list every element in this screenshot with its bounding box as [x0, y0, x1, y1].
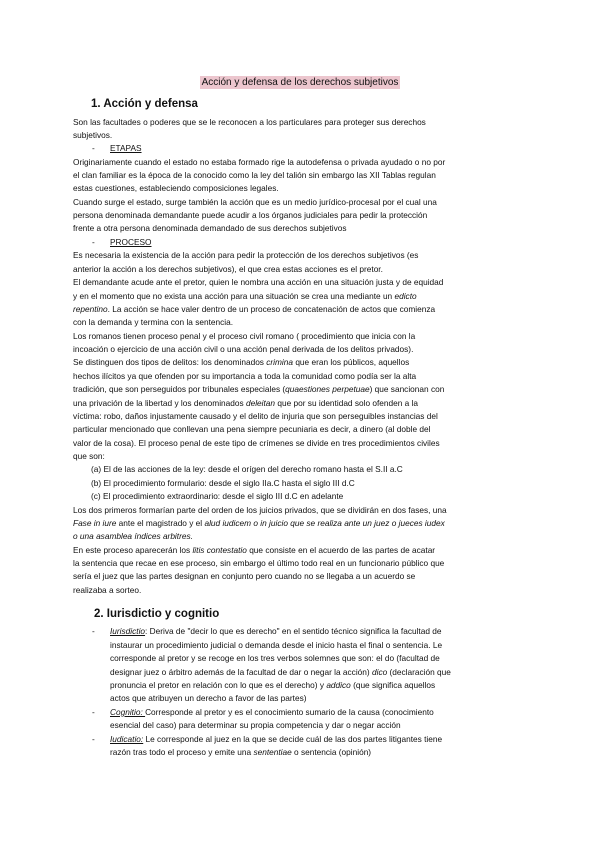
- subheading-proceso: PROCESO: [110, 237, 152, 247]
- paragraph-line: [110, 626, 442, 636]
- paragraph-line: que son:: [73, 451, 105, 461]
- list-item-c: (c) El procedimiento extraordinario: desde el siglo III d.C en adelante: [91, 491, 344, 501]
- bullet-dash: -: [92, 237, 95, 247]
- text: tradición, que son perseguidos por tribunales especiales (: [73, 384, 286, 394]
- paragraph-line: [73, 384, 444, 394]
- text: una privación de la libertad y los denominados: [73, 398, 246, 408]
- paragraph-line: instaurar un procedimiento judicial o demanda desde el inicio hasta el final o sentencia. Le: [110, 640, 443, 650]
- section-2-heading: 2. Iurisdictio y cognitio: [94, 608, 220, 620]
- text: que eran los públicos, aquellos: [293, 357, 410, 367]
- text: Se distinguen dos tipos de delitos: los denominados: [73, 357, 267, 367]
- paragraph-line: Es necesaria la existencia de la acción para pedir la protección de los derechos subjetivos (es: [73, 250, 419, 260]
- paragraph-line: El demandante acude ante el pretor, quien le nombra una acción en una situación justa y de equidad: [73, 277, 444, 287]
- text: : Deriva de "decir lo que es derecho" en el sentido técnico significa la facultad de: [145, 626, 442, 636]
- paragraph-line: subjetivos.: [73, 130, 113, 140]
- text: o sentencia (opinión): [291, 747, 372, 757]
- italic-term: dico: [371, 667, 388, 677]
- paragraph-line: [110, 707, 434, 717]
- subheading-etapas: ETAPAS: [110, 143, 142, 153]
- paragraph-line: hechos ilícitos ya que ofenden por su importancia a toda la comunidad como podía ser la alta: [73, 371, 417, 381]
- paragraph-line: Los dos primeros formarían parte del orden de los juicios privados, que se dividirán en dos fases, una: [73, 505, 447, 515]
- paragraph-line: [110, 747, 371, 757]
- paragraph-line: Originariamente cuando el estado no estaba formado rige la autodefensa o privada ayudado o no por: [73, 157, 446, 167]
- italic-term: quaestiones perpetuae: [285, 384, 370, 394]
- text: y en el momento que no exista una acción para una situación se crea una mediante un: [73, 291, 395, 301]
- text: (declaración que: [387, 667, 451, 677]
- text: que por su identidad solo ofenden a la: [275, 398, 419, 408]
- paragraph-line: [110, 680, 435, 690]
- paragraph-line: estas cuestiones, estableciendo composiciones legales.: [73, 183, 279, 193]
- text: pronuncia el pretor en relación con lo que es el derecho) y: [110, 680, 327, 690]
- italic-term: addico: [326, 680, 351, 690]
- bullet-dash: -: [92, 626, 95, 636]
- text: (que significa aquellos: [350, 680, 436, 690]
- paragraph-line: [110, 734, 442, 744]
- italic-term: repentino: [73, 304, 108, 314]
- text: ) que sancionan con: [369, 384, 445, 394]
- paragraph-line: esencial del caso) para determinar su propia competencia y dar o negar acción: [110, 720, 401, 730]
- paragraph-line: con la demanda y termina con la sentencia.: [73, 317, 234, 327]
- bullet-dash: -: [92, 707, 95, 717]
- paragraph-line: Los romanos tienen proceso penal y el proceso civil romano ( procedimiento que inicia con la: [73, 331, 416, 341]
- paragraph-line: particular mencionado que conllevan una pena siempre pecuniaria es decir, a dinero (al doble del: [73, 424, 431, 434]
- paragraph-line: [73, 291, 417, 301]
- italic-term: alud iudicem o in juicio que se realiza ante un juez o jueces iudex: [204, 518, 445, 528]
- italic-term: sententiae: [253, 747, 292, 757]
- bullet-dash: -: [92, 734, 95, 744]
- text: . La acción se hace valer dentro de un proceso de concatenación de actos que comienza: [107, 304, 436, 314]
- term-iurisdictio: Iurisdictio: [110, 626, 146, 636]
- document-title: Acción y defensa de los derechos subjetivos: [201, 77, 399, 88]
- italic-term: crimina: [266, 357, 294, 367]
- paragraph-line: [73, 398, 418, 408]
- italic-term: Fase in iure: [73, 518, 117, 528]
- term-iudicatio: Iudicatio:: [110, 734, 144, 744]
- paragraph-line: [110, 667, 451, 677]
- paragraph-line: Cuando surge el estado, surge también la acción que es un medio jurídico-procesal por el cual una: [73, 197, 437, 207]
- text: Corresponde al pretor y es el conocimiento sumario de la causa (conocimiento: [145, 707, 434, 717]
- text: razón tras todo el proceso y emite una: [110, 747, 254, 757]
- paragraph-line: actos que atribuyen un derecho a favor de las partes): [110, 693, 307, 703]
- text: ante el magistrado y el: [116, 518, 205, 528]
- italic-term: edicto: [394, 291, 417, 301]
- paragraph-line: valor de la cosa). El proceso penal de este tipo de crímenes se divide en tres procedimientos civiles: [73, 438, 440, 448]
- paragraph-line: [73, 357, 409, 367]
- paragraph-line: [73, 545, 435, 555]
- paragraph-line: la sentencia que recae en ese proceso, sin embargo el último todo real en un funcionario público que: [73, 558, 445, 568]
- list-item-a: (a) El de las acciones de la ley: desde el orígen del derecho romano hasta el S.II a.C: [91, 464, 403, 474]
- paragraph-line: persona denominada demandante puede acudir a los órganos judiciales para pedir la protección: [73, 210, 428, 220]
- paragraph-line: [73, 518, 445, 528]
- list-item-b: (b) El procedimiento formulario: desde el siglo IIa.C hasta el siglo III d.C: [91, 478, 355, 488]
- section-1-heading: 1. Acción y defensa: [91, 98, 198, 110]
- term-cognitio: Cognitio:: [110, 707, 146, 717]
- title-container: [0, 72, 600, 90]
- paragraph-line: corresponde al pretor y se recoge en los tres verbos solemnes que son: el do (facultad de: [110, 653, 440, 663]
- paragraph-line: [73, 304, 435, 314]
- paragraph-line: frente a otra persona denominada demandado de sus derechos subjetivos: [73, 223, 347, 233]
- text: En este proceso aparecerán los: [73, 545, 193, 555]
- paragraph-line: o una asamblea índices arbitres.: [73, 531, 193, 541]
- bullet-dash: -: [92, 143, 95, 153]
- paragraph-line: anterior la acción a los derechos subjetivos), el que crea estas acciones es el pretor.: [73, 264, 383, 274]
- italic-term: litis contestatio: [192, 545, 247, 555]
- paragraph-line: Son las facultades o poderes que se le reconocen a los particulares para proteger sus derechos: [73, 117, 426, 127]
- paragraph-line: sería el juez que las partes designan en conjunto pero cuando no se llegaba a un acuerdo se: [73, 571, 416, 581]
- italic-term: deleitan: [245, 398, 276, 408]
- text: designar juez o árbitro además de la facultad de dar o negar la acción): [110, 667, 372, 677]
- text: que consiste en el acuerdo de las partes de acatar: [246, 545, 436, 555]
- paragraph-line: víctima: robo, daños injustamente causado y el delito de injuria que son perseguibles instancias del: [73, 411, 438, 421]
- paragraph-line: realizaba a sorteo.: [73, 585, 142, 595]
- paragraph-line: incoación o ejercicio de una acción civil o una acción penal derivada de los delitos privados).: [73, 344, 414, 354]
- paragraph-line: el clan familiar es la época de la conocido como la ley del talión sin embargo las XII Tablas regulan: [73, 170, 436, 180]
- text: Le corresponde al juez en la que se decide cuál de las dos partes litigantes tiene: [143, 734, 443, 744]
